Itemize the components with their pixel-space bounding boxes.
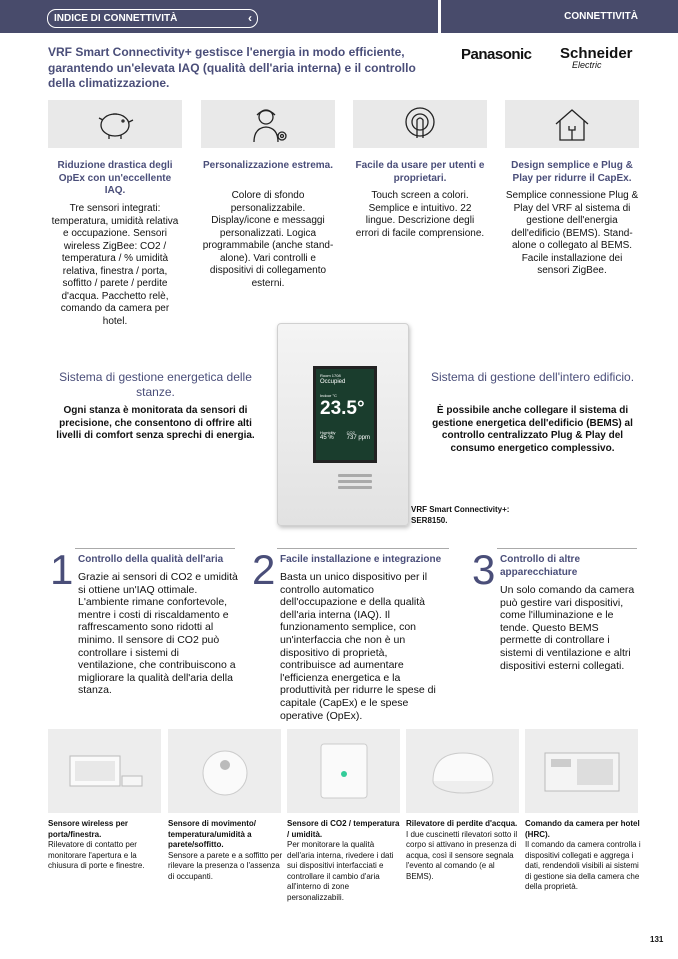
occupancy-label: Occupied <box>320 379 346 385</box>
product-text: Sensore a parete e a soffitto per rilevare la presenza o l'assenza di occupanti. <box>168 850 283 881</box>
header-divider <box>438 0 441 33</box>
column-number: 3 <box>472 546 496 593</box>
touch-finger-icon <box>353 100 487 148</box>
humidity-label: Humidity <box>320 430 336 435</box>
product-caption <box>287 819 403 903</box>
feature-title: Design semplice e Plug & Play per ridurre il CapEx. <box>511 160 633 184</box>
index-nav-button[interactable] <box>47 9 258 28</box>
product-text: I due cuscinetti rilevatori sotto il corpo si attivano in presenza di acqua, così il sensore segnala l'evento al comando (e al BEMS). <box>406 829 518 881</box>
thermostat-caption <box>411 504 509 526</box>
co2-readout: 737 ppm <box>346 435 370 441</box>
temperature-readout: 23.5° <box>320 398 365 419</box>
column-number: 2 <box>252 546 276 593</box>
column-title: Controllo di altre apparecchiature <box>500 554 580 578</box>
room-system-text: Ogni stanza è monitorata da sensori di precisione, che consentono di offrire alti livelli di comfort senza sprechi di energia. <box>56 405 255 441</box>
thermostat-image <box>277 323 409 526</box>
window-sensor-image <box>48 729 161 813</box>
column-number: 1 <box>50 546 74 593</box>
column-divider <box>75 548 235 549</box>
thermostat-vents <box>338 474 372 492</box>
caption-line-2: SER8150. <box>411 516 448 525</box>
feature-title: Riduzione drastica degli OpEx con un'eccellente IAQ. <box>57 160 173 196</box>
product-title: Sensore di CO2 / temperatura / umidità. <box>287 819 400 839</box>
page-number: 131 <box>650 935 664 944</box>
schneider-logo-sub: Electric <box>572 60 602 70</box>
column-text: Basta un unico dispositivo per il controllo automatico dell'occupazione e della qualità dell'aria interna (IAQ). Il funzionamento semplice, con un'interfaccia che non è un dispositivo di proprietà, contribuisce ad aumentare l'efficienza energetica e la produttività per ridurre le spese di capitale (CapEx) e le spese operative (OpEx). <box>280 571 436 722</box>
schneider-logo <box>560 46 633 70</box>
thermostat-screen <box>313 366 377 463</box>
feature-text: Touch screen a colori. Semplice e intuitivo. 22 lingue. Descrizione degli errori di facile comprensione. <box>355 190 485 239</box>
feature-title: Facile da usare per utenti e proprietari. <box>355 160 485 184</box>
building-system-title: Sistema di gestione dell'intero edificio. <box>430 370 635 384</box>
motion-sensor-image <box>168 729 281 813</box>
product-title: Rilevatore di perdite d'acqua. <box>406 819 518 828</box>
top-bar <box>0 0 678 33</box>
feature-title: Personalizzazione estrema. <box>202 160 334 171</box>
product-title: Comando da camera per hotel (HRC). <box>525 819 640 839</box>
piggy-bank-icon <box>48 100 182 148</box>
product-text: Il comando da camera controlla i dispositivi collegati e aggrega i dati, rendendoli visibili ai sistemi di gestione sia della camera che della proprietà. <box>525 840 641 891</box>
nav-label: INDICE DI CONNETTIVITÀ <box>54 13 178 24</box>
product-title: Sensore wireless per porta/finestra. <box>48 819 129 839</box>
hotel-controller-image <box>525 729 638 813</box>
panasonic-logo: Panasonic <box>461 46 532 63</box>
house-plug-icon <box>505 100 639 148</box>
column-divider <box>497 548 637 549</box>
feature-text: Semplice connessione Plug & Play del VRF al sistema di gestione dell'energia dell'edificio (BEMS). Stand-alone o collegato al BEMS. Facile installazione dei sensori ZigBee. <box>505 190 639 276</box>
product-caption <box>525 819 641 893</box>
room-system-title: Sistema di gestione energetica delle stanze. <box>59 370 252 399</box>
column-text: Un solo comando da camera può gestire vari dispositivi, come l'illuminazione e le tende. Questo BEMS permette di controllare i sistemi di ventilazione e altri dispositivi esterni collegati. <box>500 584 635 672</box>
product-title: Sensore di movimento/ temperatura/umidità a parete/soffitto. <box>168 819 257 849</box>
column-divider <box>277 548 449 549</box>
intro-text: VRF Smart Connectivity+ gestisce l'energia in modo efficiente, garantendo un'elevata IAQ (qualità dell'aria interna) e il controllo della climatizzazione. <box>48 45 416 90</box>
room-label: Room 1708 <box>320 373 341 378</box>
readings-row <box>320 430 370 441</box>
technician-icon <box>201 100 335 148</box>
column-text: Grazie ai sensori di CO2 e umidità si ottiene un'IAQ ottimale. L'ambiente rimane confortevole, mentre i costi di riscaldamento e raffrescamento sono ridotti al minimo. Il sensore di CO2 può controllare i sistemi di ventilazione, che contribuiscono a migliorare la qualità dell'aria della stanza. <box>78 571 238 697</box>
feature-text: Tre sensori integrati: temperatura, umidità relativa e occupazione. Sensori wireless ZigBee: CO2 / temperatura / % umidità relativa, finestra / porta, soffitto / parete / perdite d'acqua. Pacchetto relè, comando da camera per hotel. <box>51 203 179 327</box>
column-title: Facile installazione e integrazione <box>280 554 442 565</box>
chevron-left-icon: ‹ <box>248 11 252 25</box>
indoor-label: Indoor °C <box>320 393 337 398</box>
column-title: Controllo della qualità dell'aria <box>78 554 224 565</box>
product-text: Rilevatore di contatto per monitorare l'apertura e la chiusura di porte e finestre. <box>48 840 145 870</box>
schneider-logo-name: Schneider <box>560 45 633 62</box>
product-caption <box>406 819 522 882</box>
co2-sensor-image <box>287 729 400 813</box>
feature-text: Colore di sfondo personalizzabile. Display/icone e messaggi personalizzati. Logica programmabile (anche stand-alone). Vari controlli e dispositivi di collegamento esterni. <box>202 190 334 289</box>
section-title: CONNETTIVITÀ <box>564 11 638 22</box>
humidity-readout: 45 % <box>320 435 334 441</box>
product-text: Per monitorare la qualità dell'aria interna, rivedere i dati sui dispositivi interfacciati e controllare il cambio d'aria all'interno di zone personalizzabili. <box>287 840 394 902</box>
product-caption <box>48 819 164 872</box>
caption-line-1: VRF Smart Connectivity+: <box>411 505 510 514</box>
product-caption <box>168 819 284 882</box>
co2-label: CO2 <box>346 430 355 435</box>
building-system-text: È possibile anche collegare il sistema di gestione energetica dell'edificio (BEMS) al controllo centralizzato Plug & Play del consumo energetico complessivo. <box>432 405 633 454</box>
leak-sensor-image <box>406 729 519 813</box>
